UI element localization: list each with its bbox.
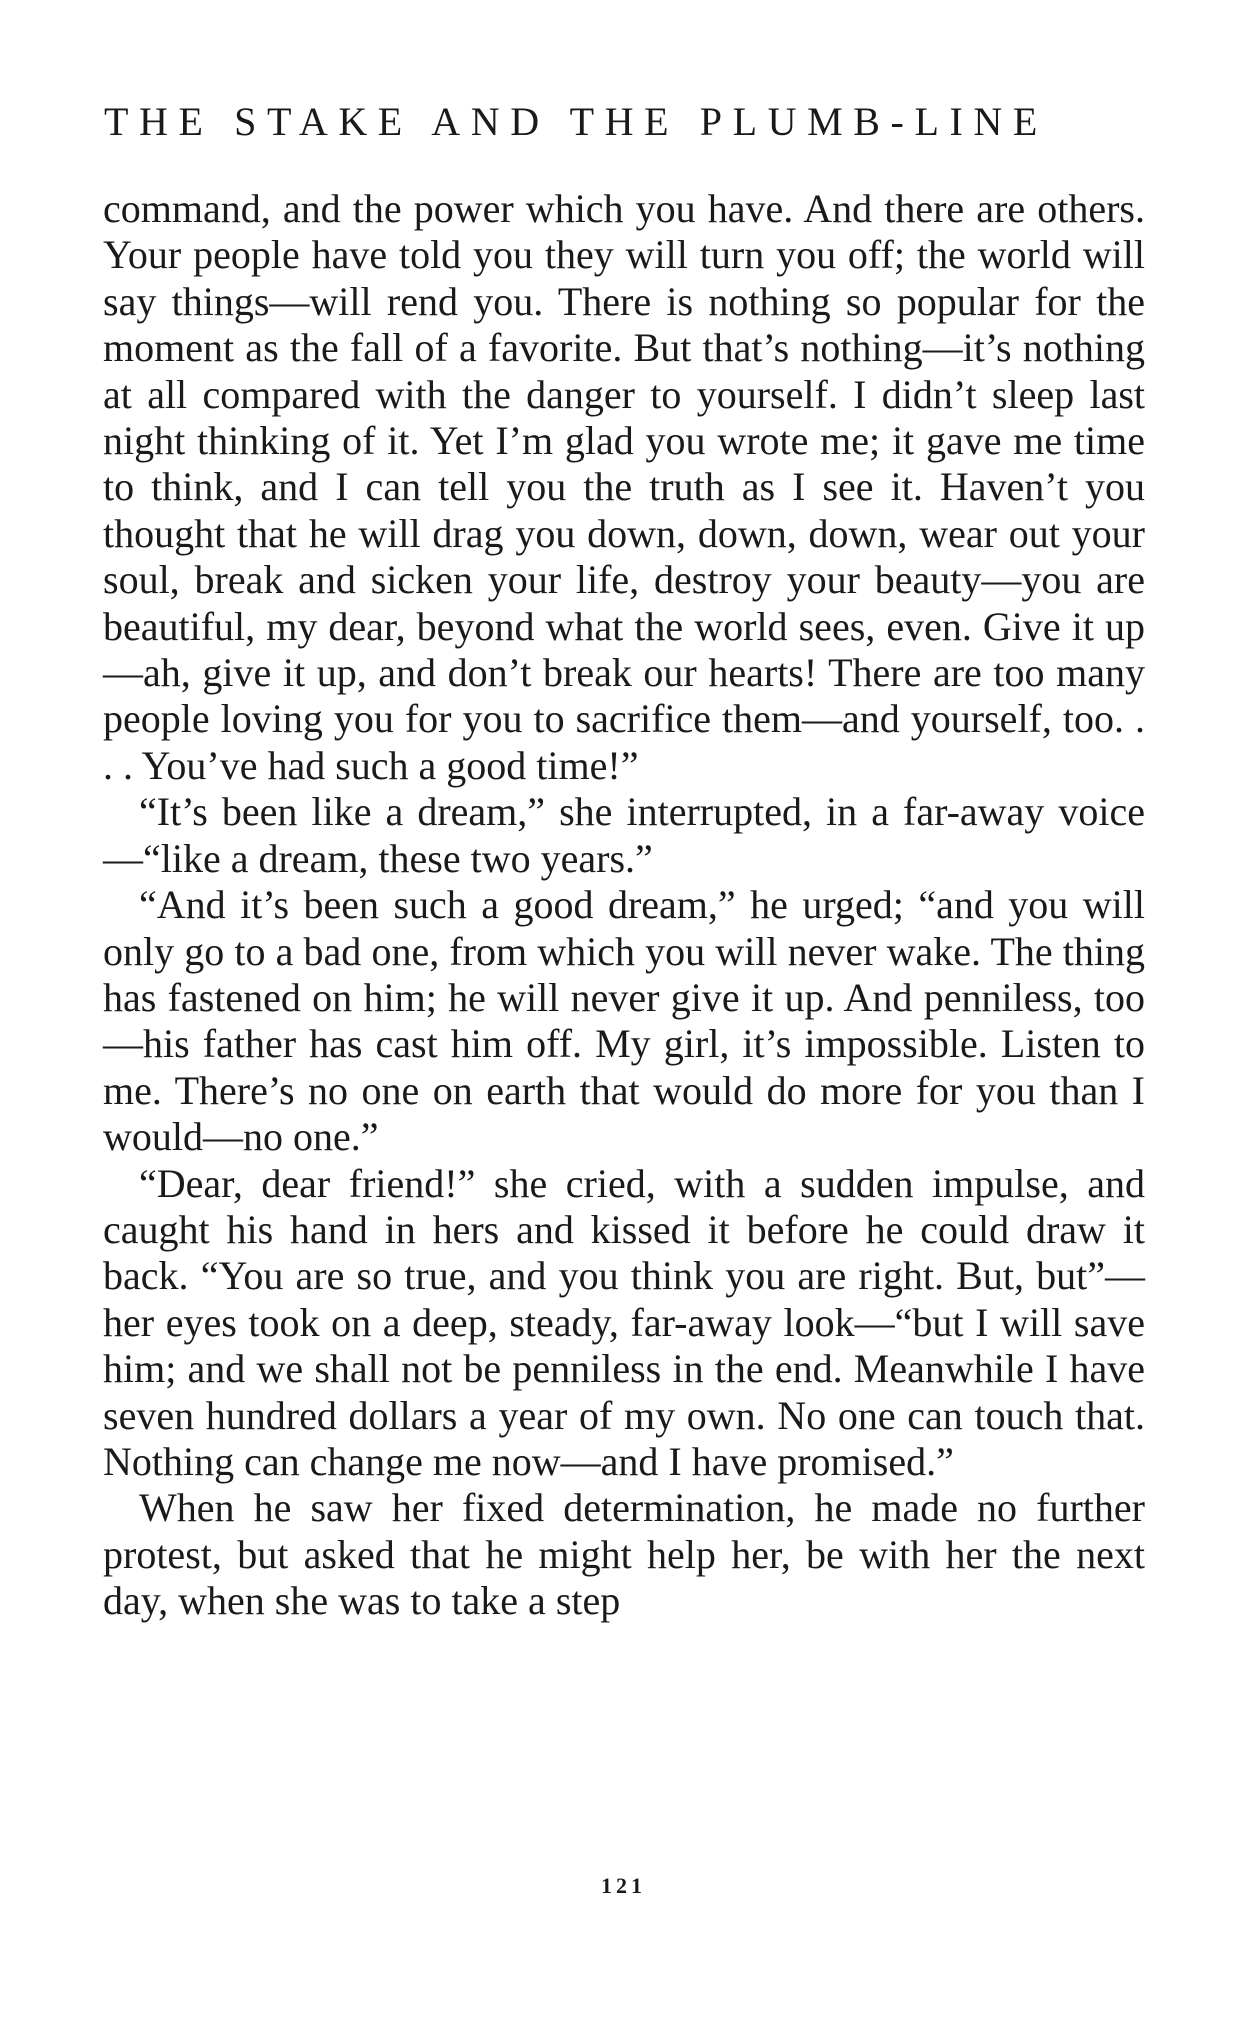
running-head: THE STAKE AND THE PLUMB-LINE bbox=[104, 99, 1048, 144]
page-number: 121 bbox=[601, 1873, 646, 1898]
paragraph-1: command, and the power which you have. And there are others. Your people have told you they will turn you off; the world will say things—will rend you. There is nothing so popular for the moment as the fall of a favorite. But that’s nothing—it’s nothing at all compared with the danger to yourself. I didn’t sleep last night thinking of it. Yet I’m glad you wrote me; it gave me time to think, and I can tell you the truth as I see it. Haven’t you thought that he will drag you down, down, down, wear out your soul, break and sicken your life, destroy your beauty—you are beautiful, my dear, beyond what the world sees, even. Give it up—ah, give it up, and don’t break our hearts! There are too many people loving you for you to sacrifice them—and yourself, too. . . . You’ve had such a good time!” bbox=[103, 186, 1145, 788]
body-text bbox=[103, 186, 1145, 1625]
paragraph-5: When he saw her fixed determination, he made no further protest, but asked that he might help her, be with her the next day, when she was to take a step bbox=[103, 1485, 1145, 1624]
paragraph-2: “It’s been like a dream,” she interrupted, in a far-away voice—“like a dream, these two years.” bbox=[103, 789, 1145, 881]
paragraph-3: “And it’s been such a good dream,” he urged; “and you will only go to a bad one, from which you will never wake. The thing has fastened on him; he will never give it up. And penniless, too—his father has cast him off. My girl, it’s impossible. Listen to me. There’s no one on earth that would do more for you than I would—no one.” bbox=[103, 882, 1145, 1160]
paragraph-4: “Dear, dear friend!” she cried, with a sudden impulse, and caught his hand in hers and kissed it before he could draw it back. “You are so true, and you think you are right. But, but”—her eyes took on a deep, steady, far-away look—“but I will save him; and we shall not be penniless in the end. Meanwhile I have seven hundred dollars a year of my own. No one can touch that. Nothing can change me now—and I have promised.” bbox=[103, 1160, 1145, 1484]
